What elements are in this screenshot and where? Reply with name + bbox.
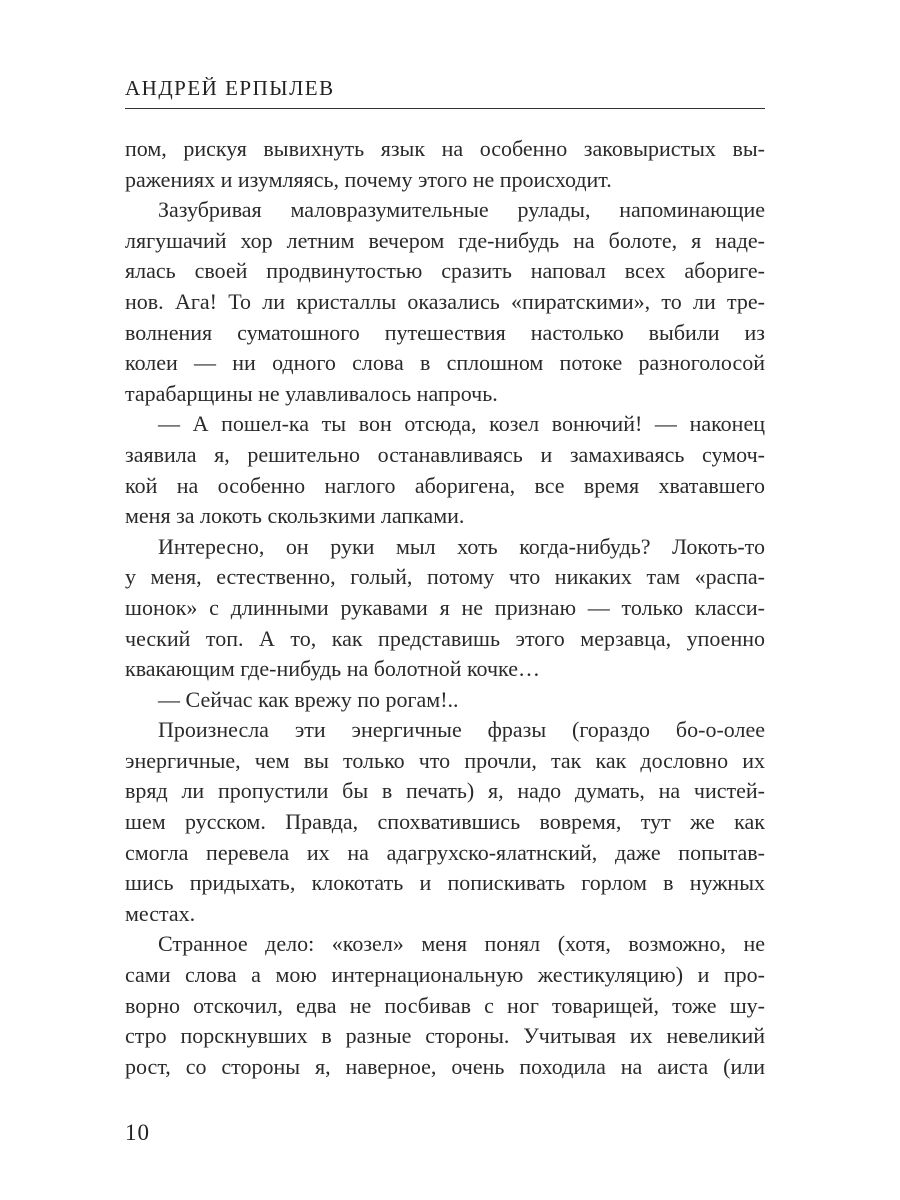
text-line: ражениях и изумляясь, почему этого не происходит. <box>125 166 612 192</box>
text-line: у меня, естественно, голый, потому что никаких там «распа- <box>125 564 765 590</box>
text-line: заявила я, решительно останавливаясь и замахиваясь сумоч- <box>125 441 765 467</box>
text-line: смогла перевела их на адагрухско-ялатнский, даже попытав- <box>125 839 765 865</box>
text-line: вряд ли пропустили бы в печать) я, надо думать, на чистей- <box>125 778 765 804</box>
text-line: лягушачий хор летним вечером где-нибудь на болоте, я наде- <box>125 227 765 253</box>
text-line: нов. Ага! То ли кристаллы оказались «пиратскими», то ли тре- <box>125 288 765 314</box>
text-line: Произнесла эти энергичные фразы (гораздо бо-о-олее <box>158 717 765 743</box>
text-line: рост, со стороны я, наверное, очень походила на аиста (или <box>125 1053 765 1079</box>
text-line: Интересно, он руки мыл хоть когда-нибудь? Локоть-то <box>158 533 765 559</box>
text-line: местах. <box>125 900 196 926</box>
header-rule <box>125 108 765 109</box>
text-line: сами слова а мою интернациональную жестикуляцию) и про- <box>125 962 765 988</box>
text-line: Зазубривая маловразумительные рулады, напоминающие <box>158 197 765 223</box>
body-text <box>125 134 765 1082</box>
text-line: тарабарщины не улавливалось напрочь. <box>125 380 498 406</box>
text-line: шись придыхать, клокотать и попискивать горлом в нужных <box>125 870 765 896</box>
text-line: квакающим где-нибудь на болотной кочке… <box>125 656 540 682</box>
text-line: Странное дело: «козел» меня понял (хотя, возможно, не <box>158 931 765 957</box>
text-line: стро порскнувших в разные стороны. Учитывая их невеликий <box>125 1023 765 1049</box>
text-line: колеи — ни одного слова в сплошном потоке разноголосой <box>125 350 765 376</box>
page-number: 10 <box>125 1120 150 1145</box>
text-line: ворно отскочил, едва не посбивав с ног товарищей, тоже шу- <box>125 992 765 1018</box>
text-line: — Сейчас как врежу по рогам!.. <box>158 686 459 712</box>
text-line: ческий топ. А то, как представишь этого мерзавца, упоенно <box>125 625 765 651</box>
text-line: меня за локоть скользкими лапками. <box>125 503 465 529</box>
text-line: шем русском. Правда, спохватившись вовремя, тут же как <box>125 809 765 835</box>
text-line: кой на особенно наглого аборигена, все время хватавшего <box>125 472 765 498</box>
running-head-author: АНДРЕЙ ЕРПЫЛЕВ <box>125 76 335 100</box>
text-line: энергичные, чем вы только что прочли, так как дословно их <box>125 747 765 773</box>
text-line: пом, рискуя вывихнуть язык на особенно заковыристых вы- <box>125 136 765 161</box>
text-line: — А пошел-ка ты вон отсюда, козел вонючий! — наконец <box>158 411 765 437</box>
text-line: волнения суматошного путешествия настолько выбили из <box>125 319 765 345</box>
text-line: шонок» с длинными рукавами я не признаю — только класси- <box>125 594 765 620</box>
text-line: ялась своей продвинутостью сразить наповал всех абориге- <box>125 258 765 284</box>
